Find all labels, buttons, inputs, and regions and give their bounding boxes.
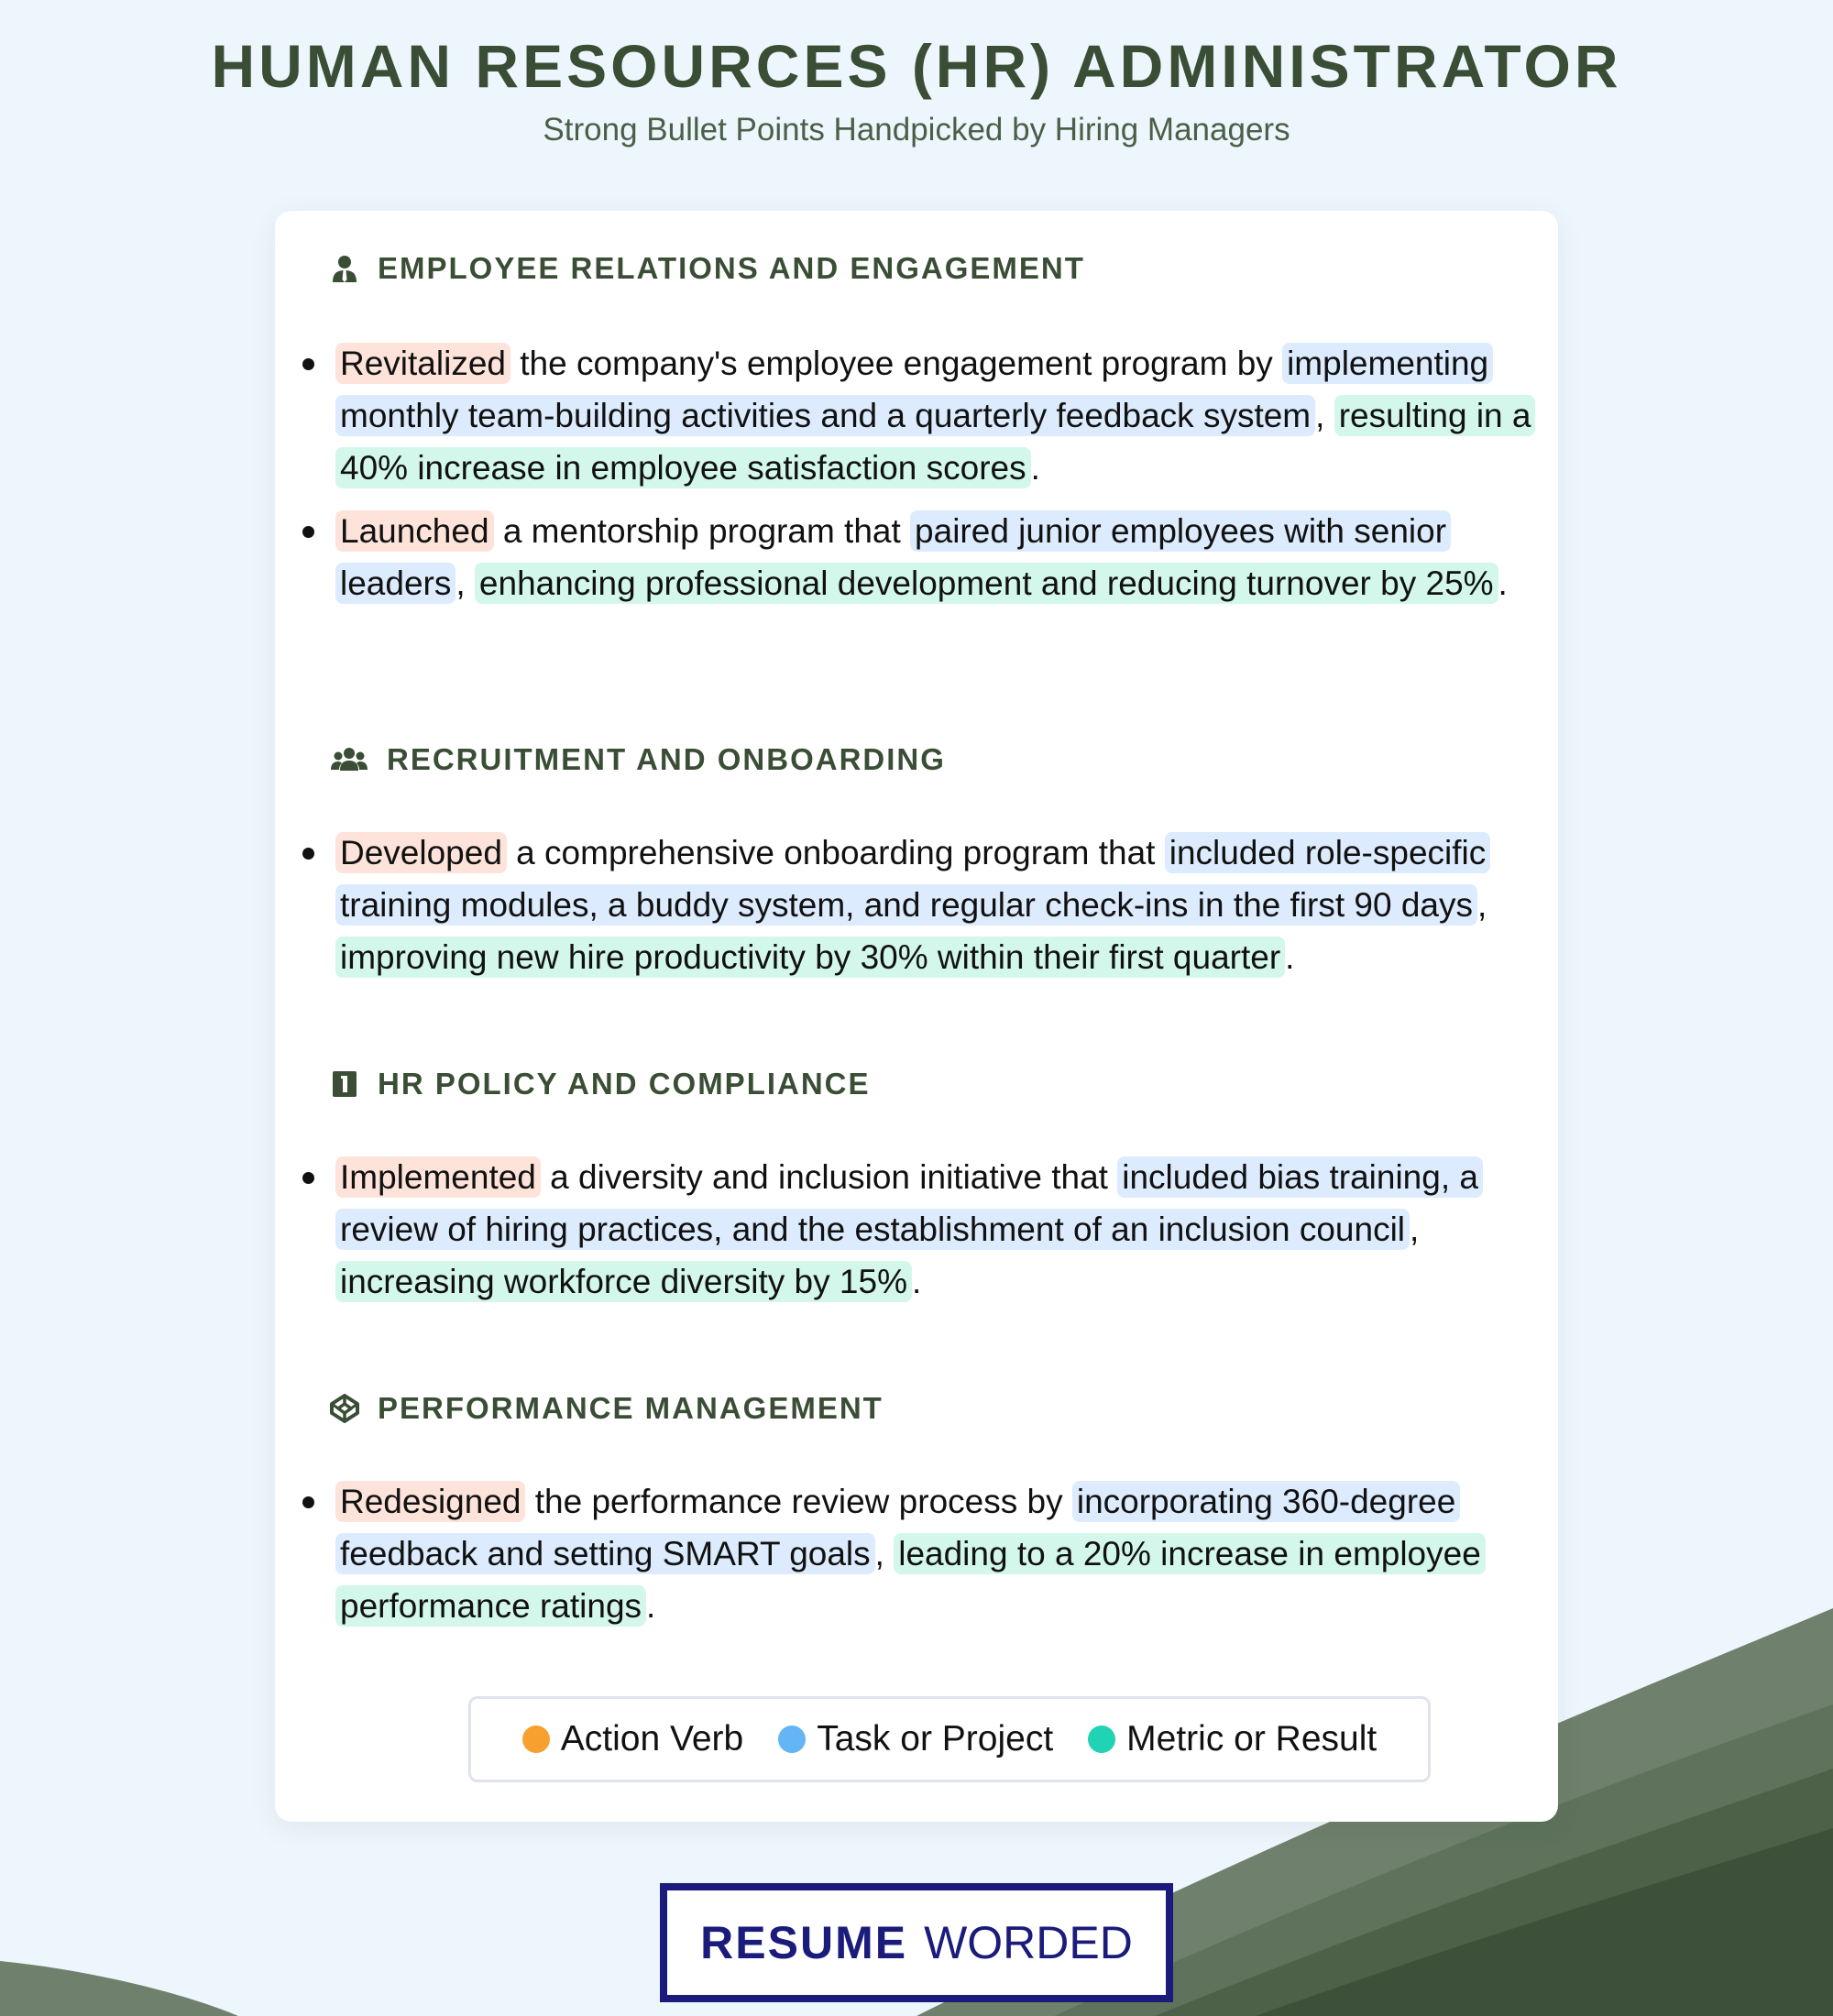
bullet-list <box>275 1151 1558 1319</box>
resume-worded-logo[interactable] <box>660 1883 1173 2002</box>
section-header-employee-relations <box>330 251 1085 286</box>
task-highlight: included role-specific training modules, a buddy system, and regular check-ins in the first 90 days <box>335 832 1490 926</box>
highlight-legend <box>468 1696 1431 1782</box>
section-title: EMPLOYEE RELATIONS AND ENGAGEMENT <box>378 251 1085 285</box>
user-tie-icon <box>330 254 359 283</box>
bullet-separator: , <box>1477 886 1487 924</box>
bullet-end: . <box>1285 938 1295 976</box>
action-verb-highlight: Implemented <box>335 1156 541 1198</box>
legend-label: Metric or Result <box>1126 1719 1377 1759</box>
bullet-end: . <box>1030 449 1040 487</box>
metric-highlight: increasing workforce diversity by 15% <box>335 1261 912 1302</box>
legend-dot-teal <box>1088 1726 1115 1753</box>
task-highlight: included bias training, a review of hiring practices, and the establishment of an inclusion council <box>335 1156 1483 1250</box>
bullet-item <box>275 505 1558 609</box>
legend-label: Task or Project <box>817 1719 1054 1759</box>
legend-item-action-verb <box>522 1719 743 1759</box>
brand-word-light: WORDED <box>924 1917 1133 1968</box>
bullet-text: the company's employee engagement program by <box>510 345 1283 382</box>
action-verb-highlight: Developed <box>335 832 507 873</box>
bullet-separator: , <box>456 564 475 602</box>
bullet-end: . <box>911 1263 922 1300</box>
section-title: HR POLICY AND COMPLIANCE <box>378 1067 871 1101</box>
page-title: HUMAN RESOURCES (HR) ADMINISTRATOR <box>211 32 1622 100</box>
bullet-item <box>275 337 1558 494</box>
section-title: PERFORMANCE MANAGEMENT <box>378 1391 884 1425</box>
legend-dot-blue <box>778 1726 806 1753</box>
action-verb-highlight: Launched <box>335 510 494 552</box>
action-verb-highlight: Revitalized <box>335 343 510 384</box>
bullet-text: a mentorship program that <box>493 512 911 550</box>
section-header-performance <box>330 1391 884 1426</box>
legend-dot-orange <box>522 1726 550 1753</box>
bullet-text: a diversity and inclusion initiative that <box>540 1158 1118 1196</box>
section-header-recruitment <box>330 742 946 777</box>
brand-word-bold: RESUME <box>700 1917 908 1968</box>
legend-label: Action Verb <box>560 1719 744 1759</box>
bullet-points-card <box>275 211 1558 1822</box>
bullet-separator: , <box>1315 397 1334 434</box>
bullet-marker <box>302 1172 314 1184</box>
bullet-list <box>275 337 1558 620</box>
legend-item-metric <box>1088 1719 1377 1759</box>
bullet-item <box>275 1151 1558 1308</box>
codepen-icon <box>330 1394 359 1423</box>
task-highlight: incorporating 360-degree feedback and setting SMART goals <box>335 1481 1460 1574</box>
bullet-marker <box>302 1496 314 1508</box>
bullet-separator: , <box>1410 1211 1420 1248</box>
bullet-list <box>275 1475 1558 1643</box>
metric-highlight: improving new hire productivity by 30% within their first quarter <box>335 937 1285 978</box>
task-highlight: implementing monthly team-building activities and a quarterly feedback system <box>335 343 1493 436</box>
bullet-end: . <box>1498 564 1508 602</box>
bullet-marker <box>302 848 314 860</box>
book-icon <box>330 1069 359 1099</box>
section-title: RECRUITMENT AND ONBOARDING <box>387 742 946 776</box>
bullet-end: . <box>646 1587 656 1625</box>
metric-highlight: leading to a 20% increase in employee performance ratings <box>335 1533 1486 1627</box>
bullet-separator: , <box>874 1535 895 1572</box>
bullet-text: a comprehensive onboarding program that <box>506 834 1165 871</box>
bullet-marker <box>302 358 314 370</box>
metric-highlight: resulting in a 40% increase in employee satisfaction scores <box>335 395 1535 488</box>
section-header-hr-policy <box>330 1067 871 1101</box>
action-verb-highlight: Redesigned <box>335 1481 525 1522</box>
page-subtitle: Strong Bullet Points Handpicked by Hiring Managers <box>543 112 1290 148</box>
bullet-list <box>275 827 1558 994</box>
users-icon <box>330 745 368 774</box>
bullet-marker <box>302 526 314 538</box>
metric-highlight: enhancing professional development and reducing turnover by 25% <box>475 563 1498 604</box>
task-highlight: paired junior employees with senior leaders <box>335 510 1451 604</box>
legend-item-task <box>778 1719 1053 1759</box>
bullet-text: the performance review process by <box>525 1483 1072 1520</box>
bullet-item <box>275 827 1558 983</box>
bullet-item <box>275 1475 1558 1632</box>
